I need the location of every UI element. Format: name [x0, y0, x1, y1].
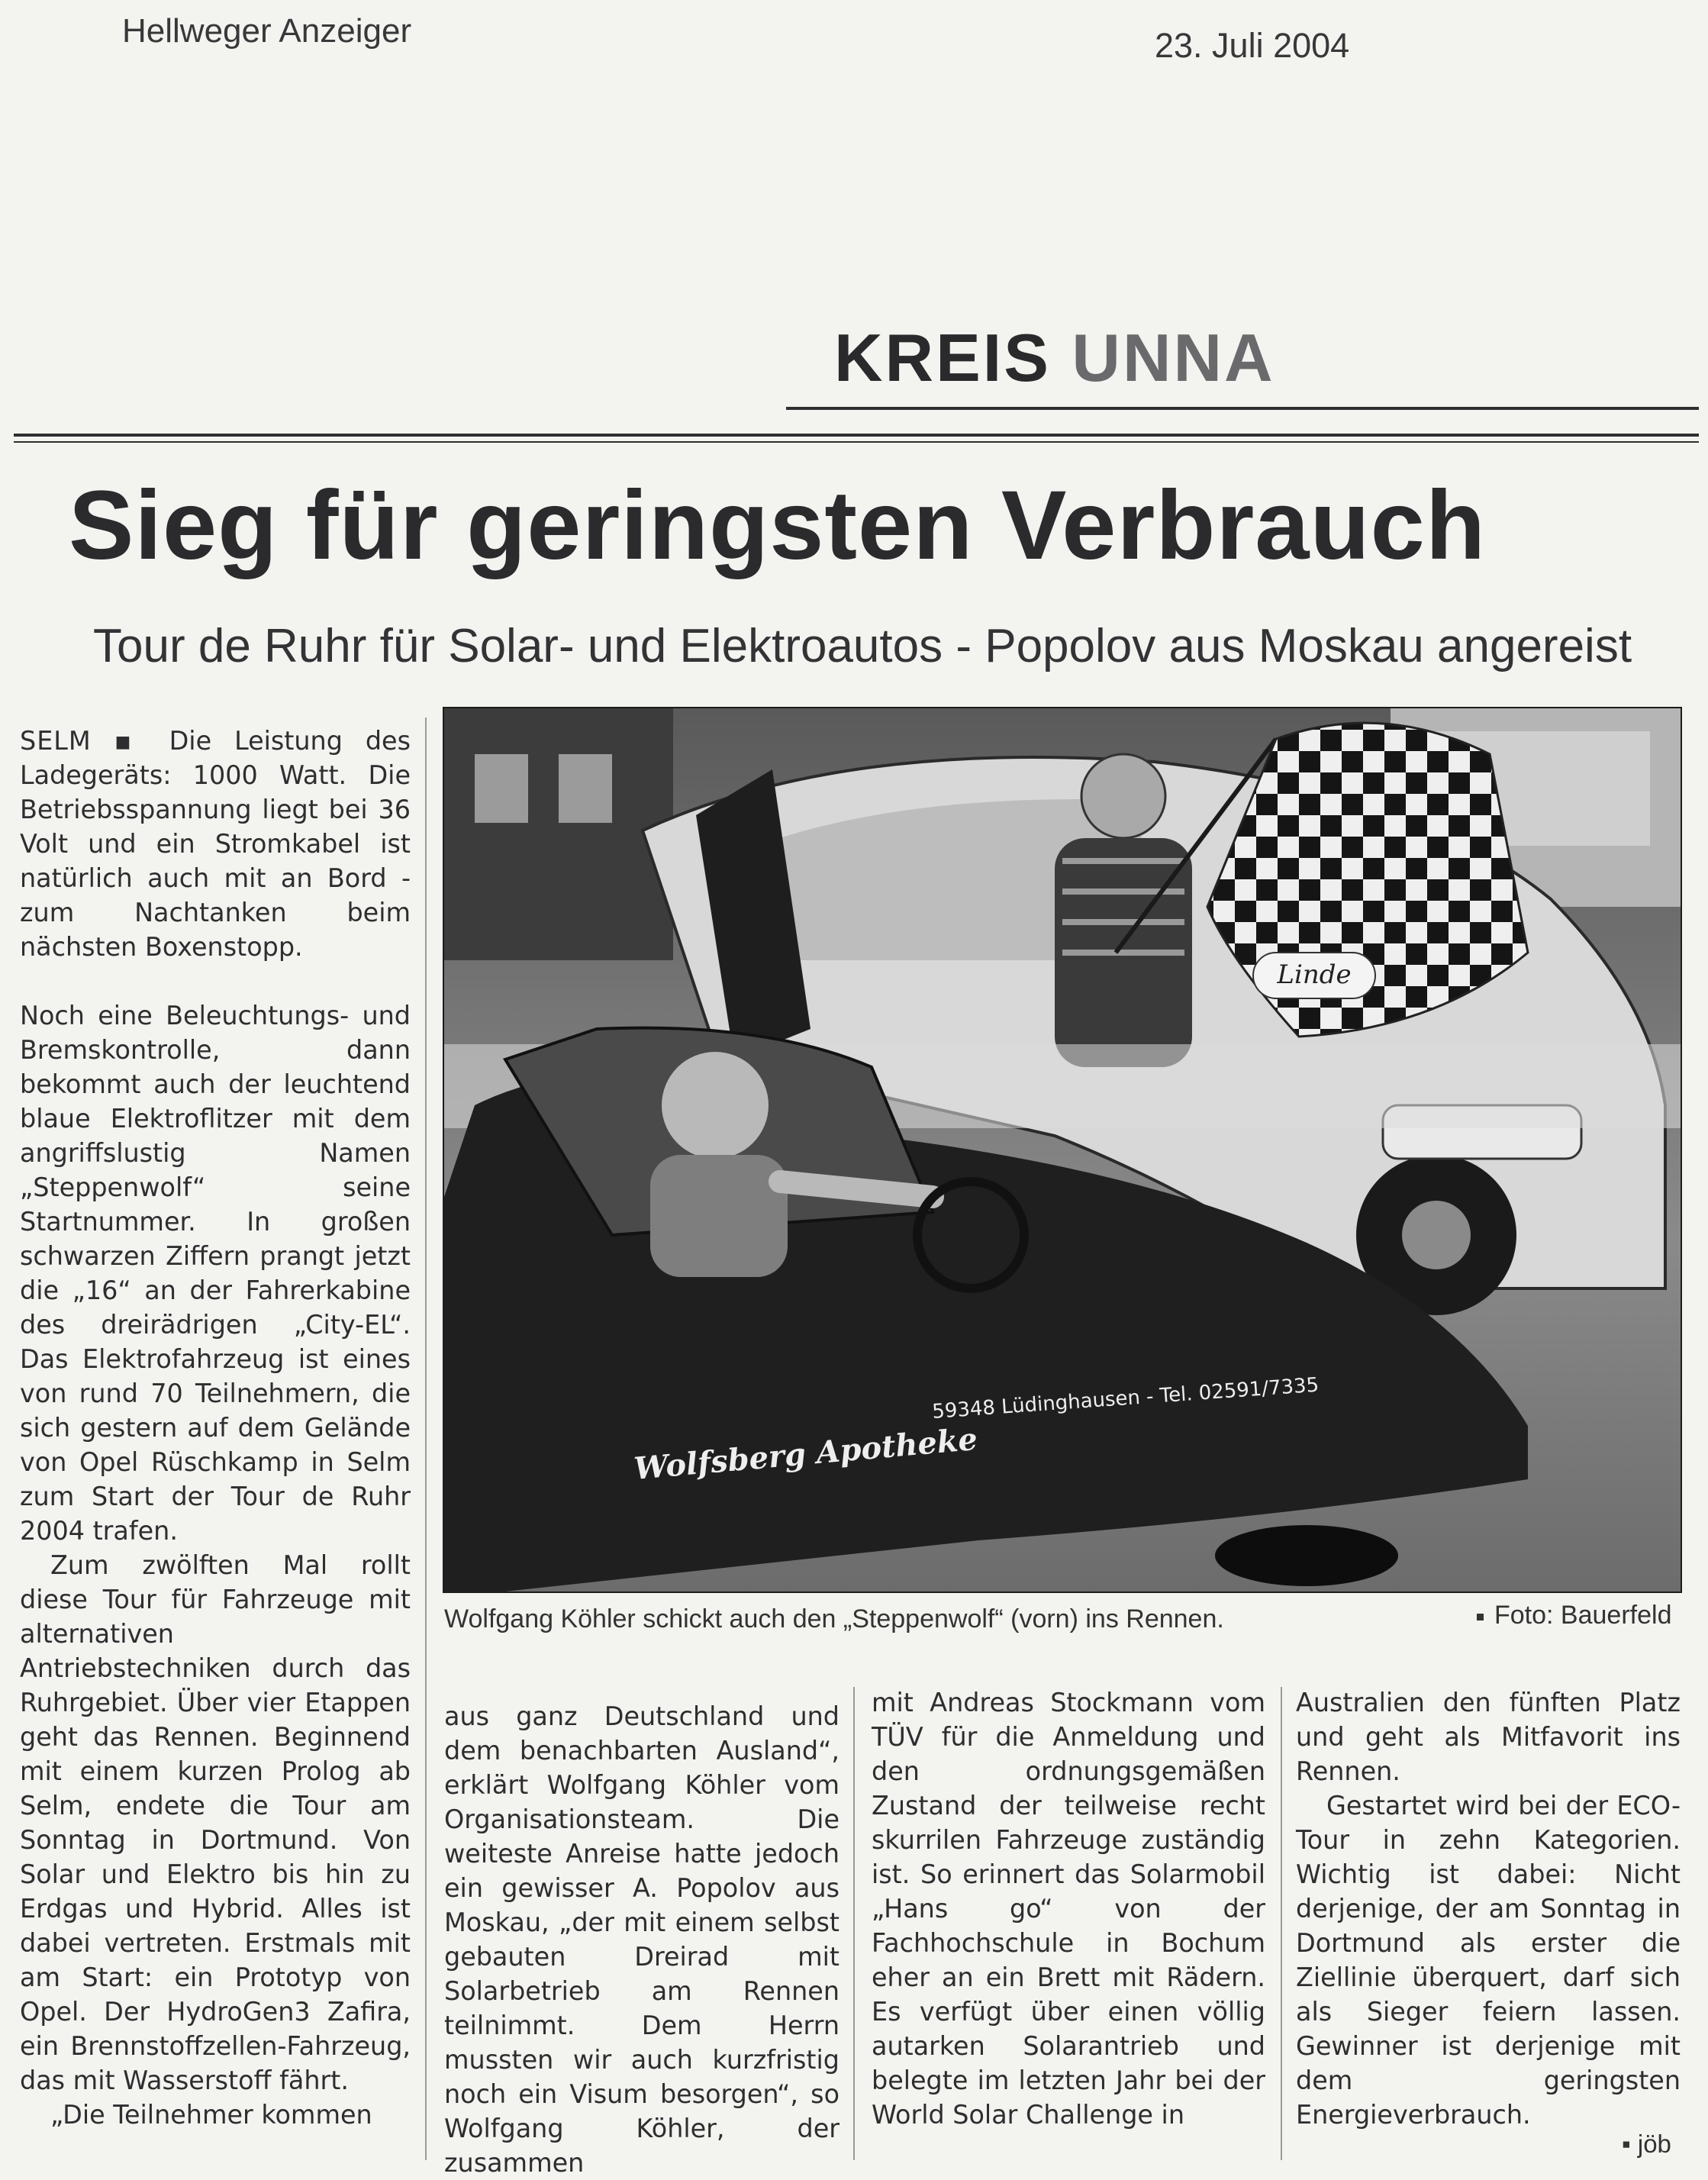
column-divider-2: [853, 1687, 855, 2160]
photo-credit-text: Foto: Bauerfeld: [1494, 1601, 1672, 1630]
paragraph-6: mit Andreas Stockmann vom TÜV für die Anmeldung und den ordnungsgemäßen Zustand der teilweise recht skurrilen Fahrzeuge zuständig ist. So erinnert das Solarmobil „Hans go“ von der Fachhochschule in Bochum eher an ein Brett mit Rädern. Es verfügt über einen völlig autarken Solarantrieb und belegte im letzten Jahr bei der World Solar Challenge in: [872, 1688, 1265, 2130]
paragraph-8: Gestartet wird bei der ECO-Tour in zehn Kategorien. Wichtig ist dabei: Nicht derjenige, der am Sonntag in Dortmund als erster die Ziellinie überquert, darf sich als Sieger feiern lassen. Gewinner ist derjenige mit dem geringsten Energieverbrauch.: [1296, 1791, 1681, 2130]
credit-bullet: [1477, 1614, 1484, 1620]
article-column-2: [444, 1699, 839, 2180]
article-photo: [443, 707, 1682, 1593]
dateline: SELM: [20, 726, 92, 756]
subheadline: Tour de Ruhr für Solar- und Elektroautos - Popolov aus Moskau angereist: [93, 620, 1632, 672]
author-signature: ▪ jöb: [1622, 2130, 1671, 2158]
paragraph-7: Australien den fünften Platz und geht als Mitfavorit ins Rennen.: [1296, 1688, 1681, 1786]
issue-date: 23. Juli 2004: [1155, 26, 1350, 65]
section-title: [834, 319, 1275, 397]
car-lettering: Wolfsberg Apotheke: [632, 1421, 979, 1487]
column-divider-3: [1281, 1687, 1282, 2160]
headline: Sieg für geringsten Verbrauch: [69, 471, 1486, 580]
article-column-3: [872, 1685, 1265, 2132]
sticker-text: Linde: [1277, 959, 1352, 990]
newspaper-name: Hellweger Anzeiger: [122, 12, 412, 50]
section-title-part2: UNNA: [1072, 320, 1275, 395]
author-signature-text: jöb: [1637, 2130, 1671, 2158]
paragraph-1: SELM ▪ Die Leistung des Ladegeräts: 1000 Watt. Die Betriebsspannung liegt bei 36 Volt und ein Stromkabel ist natürlich auch mit an Bord - zum Nachtanken beim nächsten Boxenstopp.: [20, 726, 411, 962]
top-rule-thin: [14, 441, 1699, 443]
paragraph-1-text: Die Leistung des Ladegeräts: 1000 Watt. Die Betriebsspannung liegt bei 36 Volt und ein Stromkabel ist natürlich auch mit an Bord - zum Nachtanken beim nächsten Boxenstopp.: [20, 726, 411, 962]
top-rule: [14, 434, 1699, 437]
paragraph-2: Noch eine Beleuchtungs- und Bremskontrolle, dann bekommt auch der leuchtend blaue Elektroflitzer mit dem angriffslustig Namen „Steppenwolf“ seine Startnummer. In großen schwarzen Ziffern prangt jetzt die „16“ an der Fahrerkabine des dreirädrigen „City-EL“. Das Elektrofahrzeug ist eines von rund 70 Teilnehmern, die sich gestern auf dem Gelände von Opel Rüschkamp in Selm zum Start der Tour de Ruhr 2004 trafen.: [20, 1001, 411, 1546]
paragraph-5: aus ganz Deutschland und dem benachbarten Ausland“, erklärt Wolfgang Köhler vom Organisationsteam. Die weiteste Anreise hatte jedoch ein gewisser A. Popolov aus Moskau, „der mit einem selbst gebauten Dreirad mit Solarbetrieb am Rennen teilnimmt. Dem Herrn mussten wir auch kurzfristig noch ein Visum besorgen“, so Wolfgang Köhler, der zusammen: [444, 1701, 839, 2178]
column-divider-1: [425, 718, 427, 2160]
car-address: 59348 Lüdinghausen - Tel. 02591/7335: [931, 1373, 1320, 1424]
section-title-part1: KREIS: [834, 320, 1072, 395]
section-rule: [786, 407, 1699, 410]
photo-credit: [1477, 1601, 1671, 1630]
photo-illustration: [444, 708, 1681, 1591]
article-column-1: [20, 724, 411, 2132]
photo-caption: Wolfgang Köhler schickt auch den „Steppenwolf“ (vorn) ins Rennen.: [444, 1604, 1224, 1633]
paragraph-4: „Die Teilnehmer kommen: [50, 2100, 372, 2130]
paragraph-3: Zum zwölften Mal rollt diese Tour für Fahrzeuge mit alternativen Antriebstechniken durch das Ruhrgebiet. Über vier Etappen geht das Rennen. Beginnend mit einem kurzen Prolog ab Selm, endete die Tour am Sonntag in Dortmund. Von Solar und Elektro bis hin zu Erdgas und Hybrid. Alles ist dabei vertreten. Erstmals mit am Start: ein Prototyp von Opel. Der HydroGen3 Zafira, ein Brennstoffzellen-Fahrzeug, das mit Wasserstoff fährt.: [20, 1550, 411, 2095]
article-column-4: [1296, 1685, 1681, 2132]
